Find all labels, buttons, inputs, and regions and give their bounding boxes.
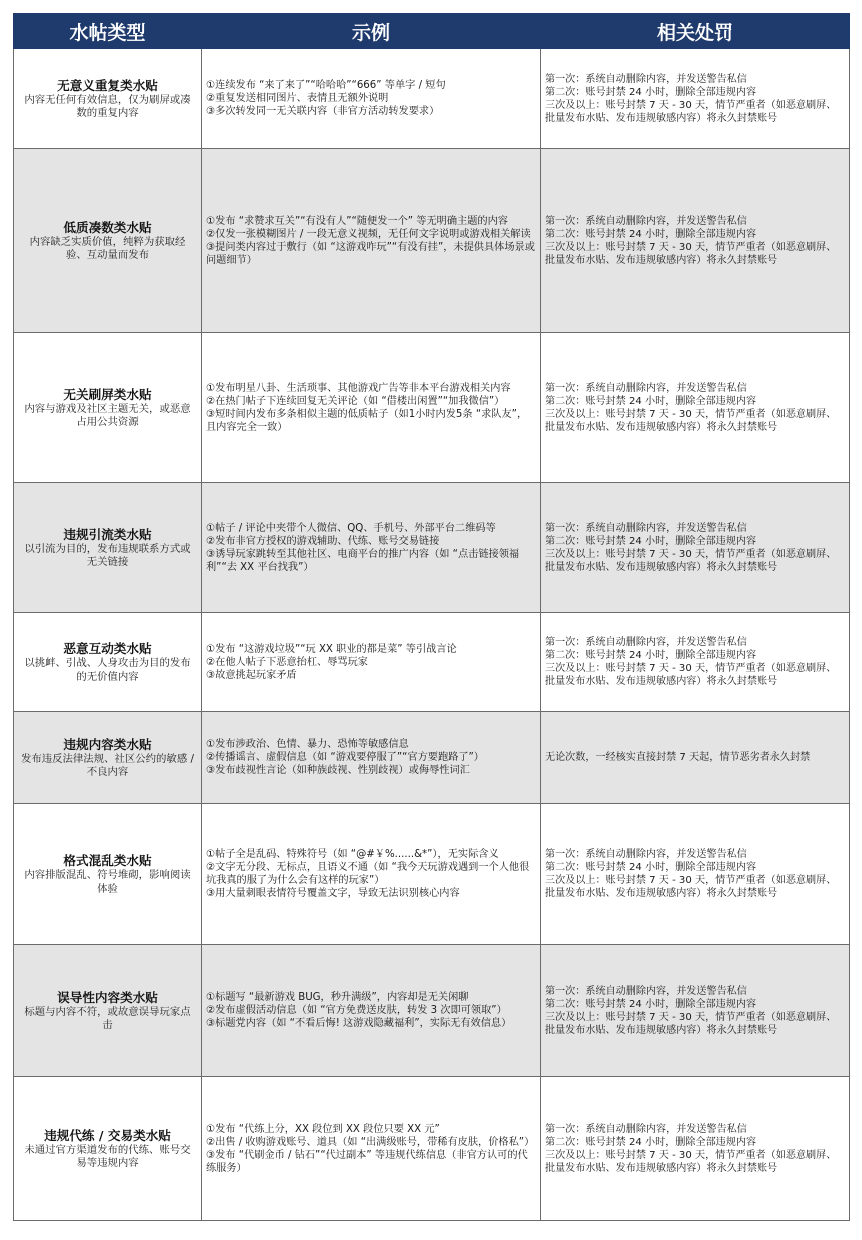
penalty-cell — [541, 613, 850, 712]
type-title: 无意义重复类水贴 — [57, 77, 158, 93]
example-item: ②发布非官方授权的游戏辅助、代练、账号交易链接 — [206, 535, 440, 547]
penalty-item: 第二次：账号封禁 24 小时，删除全部违规内容 — [545, 395, 757, 407]
example-item: ③诱导玩家跳转至其他社区、电商平台的推广内容（如 “点击链接领福利”“去 XX 平台找我”） — [206, 548, 520, 573]
type-description: 发布违反法律法规、社区公约的敏感 / 不良内容 — [20, 752, 195, 778]
type-description: 内容排版混乱、符号堆砌，影响阅读体验 — [24, 869, 191, 895]
type-cell — [14, 804, 202, 945]
penalty-item: 三次及以上：账号封禁 7 天 - 30 天，情节严重者（如恶意刷屏、批量发布水贴、发布违规敏感内容）将永久封禁账号 — [545, 875, 837, 899]
example-item: ③发布歧视性言论（如种族歧视、性别歧视）或侮辱性词汇 — [206, 765, 470, 776]
examples-cell — [202, 1077, 541, 1221]
example-item: ①标题写 “最新游戏 BUG，秒升满级”，内容却是无关闲聊 — [206, 992, 469, 1003]
table-row — [14, 945, 850, 1077]
table-row — [14, 613, 850, 712]
type-cell — [14, 945, 202, 1077]
penalty-item: 第二次：账号封禁 24 小时，删除全部违规内容 — [545, 86, 757, 98]
table-row — [14, 712, 850, 804]
type-description: 标题与内容不符，或故意误导玩家点击 — [24, 1005, 191, 1031]
penalty-item: 第一次：系统自动删除内容，并发送警告私信 — [545, 215, 747, 227]
penalty-cell — [541, 712, 850, 804]
type-cell — [14, 483, 202, 613]
example-item: ①发布 “代练上分，XX 段位到 XX 段位只要 XX 元” — [206, 1123, 440, 1135]
table-row — [14, 49, 850, 149]
type-cell — [14, 149, 202, 333]
penalty-cell — [541, 804, 850, 945]
type-description: 未通过官方渠道发布的代练、账号交易等违规内容 — [24, 1143, 191, 1169]
penalty-item: 三次及以上：账号封禁 7 天 - 30 天，情节严重者（如恶意刷屏、批量发布水贴、发布违规敏感内容）将永久封禁账号 — [545, 241, 837, 266]
penalty-item: 三次及以上：账号封禁 7 天 - 30 天，情节严重者（如恶意刷屏、批量发布水贴、发布违规敏感内容）将永久封禁账号 — [545, 663, 837, 687]
type-title: 恶意互动类水贴 — [63, 641, 152, 656]
penalty-item: 第二次：账号封禁 24 小时，删除全部违规内容 — [545, 228, 757, 240]
table-row — [14, 483, 850, 613]
type-description: 以引流为目的，发布违规联系方式或无关链接 — [24, 542, 191, 568]
penalty-cell — [541, 49, 850, 149]
penalty-item: 第二次：账号封禁 24 小时，删除全部违规内容 — [545, 535, 757, 547]
penalty-cell — [541, 1077, 850, 1221]
penalty-item: 三次及以上：账号封禁 7 天 - 30 天，情节严重者（如恶意刷屏、批量发布水贴、发布违规敏感内容）将永久封禁账号 — [545, 1011, 837, 1036]
penalty-item: 第一次：系统自动删除内容，并发送警告私信 — [545, 522, 747, 534]
example-item: ①发布明星八卦、生活琐事、其他游戏广告等非本平台游戏相关内容 — [206, 382, 511, 394]
penalty-item: 第二次：账号封禁 24 小时，删除全部违规内容 — [545, 1136, 757, 1148]
example-item: ①发布涉政治、色情、暴力、恐怖等敏感信息 — [206, 739, 409, 750]
penalty-item: 第二次：账号封禁 24 小时，删除全部违规内容 — [545, 998, 757, 1010]
water-post-rules-table — [13, 13, 850, 1221]
example-item: ③发布 “代刷金币 / 钻石”“代过副本” 等违规代练信息（非官方认可的代练服务） — [206, 1149, 528, 1174]
example-item: ③故意挑起玩家矛盾 — [206, 669, 297, 681]
penalty-item: 第一次：系统自动删除内容，并发送警告私信 — [545, 985, 747, 997]
example-item: ②仅发一张模糊图片 / 一段无意义视频，无任何文字说明或游戏相关解读 — [206, 228, 531, 240]
penalty-item: 无论次数，一经核实直接封禁 7 天起，情节恶劣者永久封禁 — [545, 752, 811, 763]
penalty-item: 三次及以上：账号封禁 7 天 - 30 天，情节严重者（如恶意刷屏、批量发布水贴、发布违规敏感内容）将永久封禁账号 — [545, 1149, 837, 1174]
example-item: ②在热门帖子下连续回复无关评论（如 “借楼出闲置”“加我微信”） — [206, 395, 505, 407]
type-cell — [14, 712, 202, 804]
examples-cell — [202, 49, 541, 149]
example-item: ③提问类内容过于敷行（如 “这游戏咋玩”“有没有挂”，未提供具体场景或问题细节） — [206, 241, 535, 266]
type-description: 以挑衅、引战、人身攻击为目的发布的无价值内容 — [24, 657, 191, 683]
examples-cell — [202, 483, 541, 613]
table-row — [14, 333, 850, 483]
penalty-item: 第一次：系统自动删除内容，并发送警告私信 — [545, 1123, 747, 1135]
example-item: ③用大量刺眼表情符号覆盖文字，导致无法识别核心内容 — [206, 888, 460, 899]
penalty-item: 第一次：系统自动删除内容，并发送警告私信 — [545, 637, 747, 648]
table-row — [14, 804, 850, 945]
examples-cell — [202, 613, 541, 712]
type-title: 低质凑数类水贴 — [63, 219, 152, 235]
type-cell — [14, 333, 202, 483]
type-description: 内容无任何有效信息，仅为刷屏或凑数的重复内容 — [24, 93, 191, 119]
examples-cell — [202, 804, 541, 945]
example-item: ②发布虚假活动信息（如 “官方免费送皮肤，转发 3 次即可领取”） — [206, 1005, 507, 1016]
example-item: ①发布 “求赞求互关”“有没有人”“随便发一个” 等无明确主题的内容 — [206, 215, 508, 227]
rules-table-container — [13, 13, 849, 1221]
type-cell — [14, 49, 202, 149]
example-item: ①连续发布 “来了来了”“哈哈哈”“666” 等单字 / 短句 — [206, 80, 446, 91]
type-title: 违规引流类水贴 — [63, 526, 152, 542]
type-cell — [14, 1077, 202, 1221]
penalty-item: 第一次：系统自动删除内容，并发送警告私信 — [545, 382, 747, 394]
table-body — [14, 49, 850, 1221]
example-item: ②文字无分段、无标点，且语义不通（如 “我今天玩游戏遇到一个人他很坑我真的服了为什么会有这样的玩家”） — [206, 862, 530, 886]
examples-cell — [202, 712, 541, 804]
example-item: ②在他人帖子下恶意抬杠、辱骂玩家 — [206, 656, 368, 668]
examples-cell — [202, 945, 541, 1077]
header-type: 水帖类型 — [14, 14, 202, 49]
penalty-item: 三次及以上：账号封禁 7 天 - 30 天，情节严重者（如恶意刷屏、批量发布水贴、发布违规敏感内容）将永久封禁账号 — [545, 408, 837, 433]
examples-cell — [202, 149, 541, 333]
header-row — [14, 14, 850, 49]
example-item: ①帖子全是乱码、特殊符号（如 “@#￥%......&*”），无实际含义 — [206, 849, 499, 860]
type-cell — [14, 613, 202, 712]
table-row — [14, 149, 850, 333]
example-item: ③标题党内容（如 “不看后悔! 这游戏隐藏福利”，实际无有效信息） — [206, 1018, 512, 1029]
type-title: 误导性内容类水贴 — [57, 989, 158, 1005]
type-description: 内容与游戏及社区主题无关，或恶意占用公共资源 — [24, 402, 191, 428]
example-item: ②传播谣言、虚假信息（如 “游戏要停服了”“官方要跑路了”） — [206, 752, 484, 763]
example-item: ①帖子 / 评论中夹带个人微信、QQ、手机号、外部平台二维码等 — [206, 522, 496, 534]
penalty-item: 第二次：账号封禁 24 小时，删除全部违规内容 — [545, 862, 757, 873]
penalty-cell — [541, 149, 850, 333]
penalty-item: 第二次：账号封禁 24 小时，删除全部违规内容 — [545, 650, 757, 661]
type-title: 格式混乱类水贴 — [63, 853, 152, 868]
type-description: 内容缺乏实质价值，纯粹为获取经验、互动量而发布 — [29, 235, 186, 261]
penalty-item: 第一次：系统自动删除内容，并发送警告私信 — [545, 73, 747, 85]
penalty-item: 第一次：系统自动删除内容，并发送警告私信 — [545, 849, 747, 860]
table-row — [14, 1077, 850, 1221]
example-item: ③短时间内发布多条相似主题的低质帖子（如1小时内发5条 “求队友”，且内容完全一致） — [206, 408, 528, 433]
penalty-cell — [541, 483, 850, 613]
type-title: 无关刷屏类水贴 — [63, 386, 152, 402]
header-penalty: 相关处罚 — [541, 14, 850, 49]
type-title: 违规内容类水贴 — [63, 736, 152, 752]
examples-cell — [202, 333, 541, 483]
penalty-cell — [541, 945, 850, 1077]
example-item: ②出售 / 收购游戏账号、道具（如 “出满级账号，带稀有皮肤，价格私”） — [206, 1136, 535, 1148]
example-item: ①发布 “这游戏垃圾”“玩 XX 职业的都是菜” 等引战言论 — [206, 643, 457, 655]
example-item: ③多次转发同一无关联内容（非官方活动转发要求） — [206, 106, 440, 117]
type-title: 违规代练 / 交易类水贴 — [44, 1127, 171, 1143]
example-item: ②重复发送相同图片、表情且无额外说明 — [206, 93, 389, 104]
penalty-item: 三次及以上：账号封禁 7 天 - 30 天，情节严重者（如恶意刷屏、批量发布水贴、发布违规敏感内容）将永久封禁账号 — [545, 99, 837, 124]
header-examples: 示例 — [202, 14, 541, 49]
penalty-cell — [541, 333, 850, 483]
penalty-item: 三次及以上：账号封禁 7 天 - 30 天，情节严重者（如恶意刷屏、批量发布水贴、发布违规敏感内容）将永久封禁账号 — [545, 548, 837, 573]
